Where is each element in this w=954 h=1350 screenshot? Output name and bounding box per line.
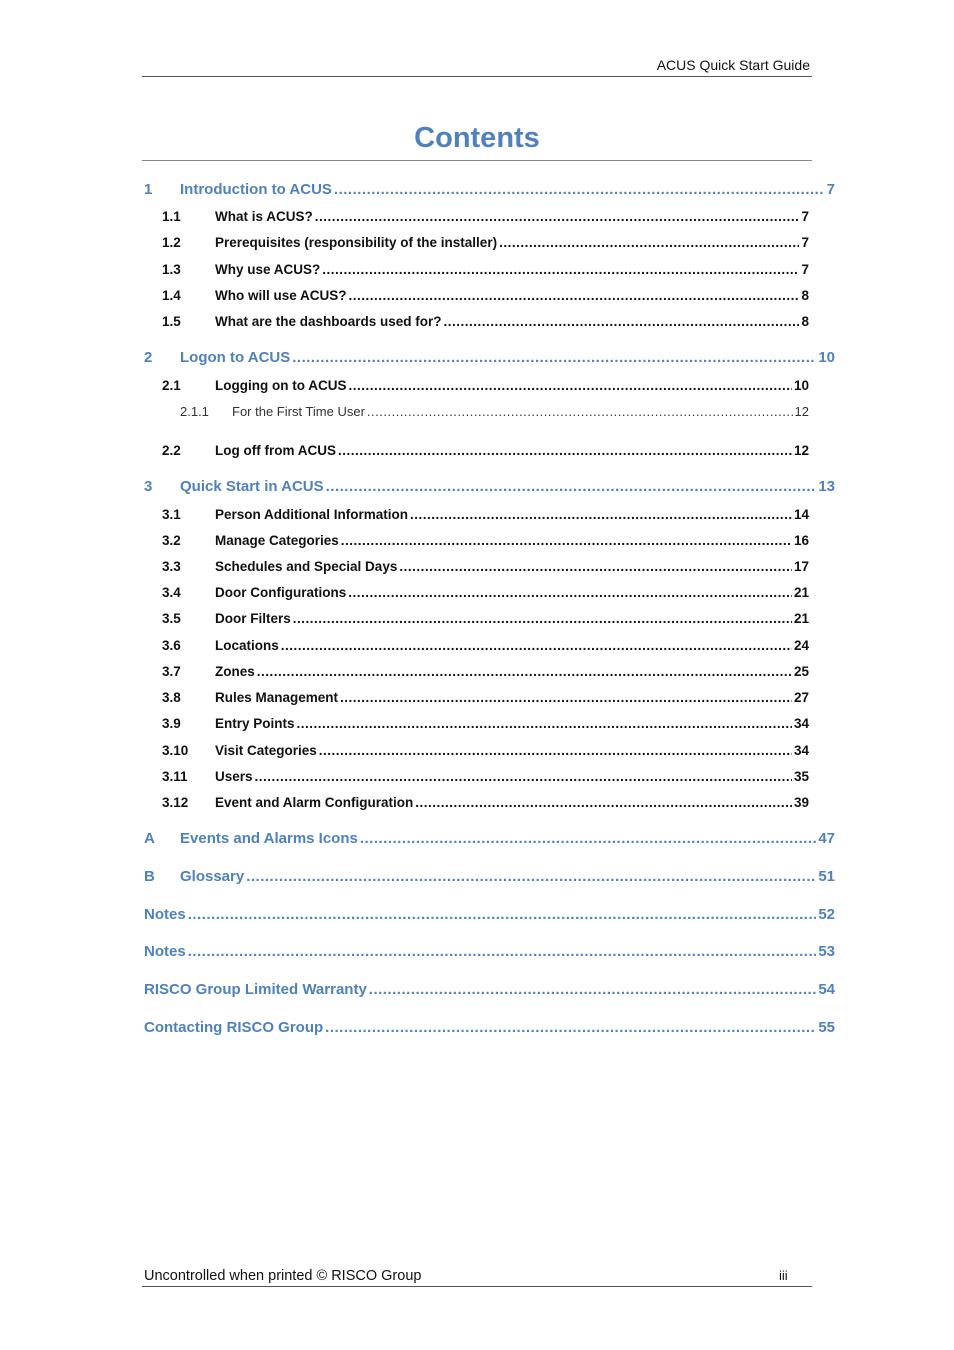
footer-text: Uncontrolled when printed © RISCO Group <box>144 1268 422 1284</box>
toc-number: 3.3 <box>162 559 181 574</box>
toc-number: 3.6 <box>162 638 181 653</box>
toc-number: 2.2 <box>162 443 181 458</box>
toc-leader <box>292 349 816 366</box>
toc-page: 24 <box>793 638 809 653</box>
page-title: Contents <box>414 122 540 154</box>
toc-title: Log off from ACUS <box>215 443 336 458</box>
toc-number: 3.11 <box>162 769 188 784</box>
toc-page: 55 <box>818 1019 835 1036</box>
toc-number: 1 <box>144 181 153 198</box>
toc-page: 7 <box>826 181 835 198</box>
toc-leader <box>348 378 792 393</box>
toc-title: Zones <box>215 664 255 679</box>
toc-entry[interactable] <box>162 507 809 522</box>
footer-rule <box>142 1286 812 1287</box>
toc-title: Events and Alarms Icons <box>180 830 358 847</box>
toc-title: Entry Points <box>215 716 295 731</box>
toc-title: Contacting RISCO Group <box>144 1019 324 1036</box>
toc-title: Person Additional Information <box>215 507 409 522</box>
toc-leader <box>281 638 792 653</box>
toc-entry[interactable] <box>144 478 835 495</box>
toc-title: What are the dashboards used for? <box>215 314 442 329</box>
toc-page: 51 <box>818 868 835 885</box>
toc-number: 3.5 <box>162 611 181 626</box>
toc-entry[interactable] <box>162 559 809 574</box>
toc-title: Logon to ACUS <box>180 349 291 366</box>
toc-page: 10 <box>818 349 835 366</box>
toc-page: 10 <box>793 378 809 393</box>
toc-entry[interactable] <box>162 638 809 653</box>
toc-page: 16 <box>793 533 809 548</box>
toc-title: Quick Start in ACUS <box>180 478 324 495</box>
running-header: ACUS Quick Start Guide <box>656 57 810 73</box>
toc-title: Door Configurations <box>215 585 347 600</box>
toc-leader <box>319 743 792 758</box>
toc-entry[interactable] <box>162 262 809 277</box>
toc-title: Introduction to ACUS <box>180 181 332 198</box>
toc-page: 39 <box>793 795 809 810</box>
toc-entry[interactable] <box>162 795 809 810</box>
toc-page: 8 <box>801 288 809 303</box>
toc-title: Visit Categories <box>215 743 317 758</box>
toc-number: B <box>144 868 155 885</box>
toc-entry[interactable] <box>162 769 809 784</box>
toc-number: 3.7 <box>162 664 181 679</box>
toc-page: 35 <box>793 769 809 784</box>
toc-leader <box>326 478 817 495</box>
toc-page: 14 <box>793 507 809 522</box>
toc-title: Logging on to ACUS <box>215 378 347 393</box>
toc-number: 3.4 <box>162 585 181 600</box>
toc-title: For the First Time User <box>232 404 365 419</box>
footer-page-number: iii <box>779 1268 788 1283</box>
toc-leader <box>338 443 792 458</box>
toc-title: Why use ACUS? <box>215 262 321 277</box>
toc-number: 1.5 <box>162 314 181 329</box>
toc-number: 1.2 <box>162 235 181 250</box>
toc-leader <box>188 943 817 960</box>
toc-number: 2 <box>144 349 153 366</box>
toc-number: 3 <box>144 478 153 495</box>
toc-leader <box>444 314 800 329</box>
toc-title: Rules Management <box>215 690 339 705</box>
toc-entry[interactable] <box>162 690 809 705</box>
toc-entry[interactable] <box>162 611 809 626</box>
toc-title: Locations <box>215 638 279 653</box>
toc-leader <box>257 664 792 679</box>
toc-title: Notes <box>144 943 186 960</box>
toc-page: 27 <box>793 690 809 705</box>
toc-number: 1.1 <box>162 209 181 224</box>
toc-page: 7 <box>801 235 809 250</box>
toc-page: 54 <box>818 981 835 998</box>
toc-entry[interactable] <box>144 349 835 366</box>
toc-page: 13 <box>818 478 835 495</box>
toc-number: 3.8 <box>162 690 181 705</box>
toc-page: 34 <box>793 716 809 731</box>
toc-leader <box>334 181 825 198</box>
toc-entry[interactable] <box>162 664 809 679</box>
toc-page: 12 <box>793 443 809 458</box>
toc-title: What is ACUS? <box>215 209 313 224</box>
toc-leader <box>188 906 817 923</box>
toc-page: 34 <box>793 743 809 758</box>
toc-page: 7 <box>801 262 809 277</box>
toc-entry[interactable] <box>144 906 835 923</box>
toc-page: 7 <box>801 209 809 224</box>
toc-leader <box>315 209 800 224</box>
toc-entry[interactable] <box>162 288 809 303</box>
toc-title: Users <box>215 769 253 784</box>
toc-entry[interactable] <box>144 981 835 998</box>
toc-leader <box>246 868 816 885</box>
toc-number: 3.10 <box>162 743 189 758</box>
toc-leader <box>325 1019 816 1036</box>
toc-leader <box>341 533 792 548</box>
toc-leader <box>348 585 792 600</box>
toc-entry[interactable] <box>162 209 809 224</box>
toc-title: Door Filters <box>215 611 291 626</box>
toc-page: 8 <box>801 314 809 329</box>
toc-title: RISCO Group Limited Warranty <box>144 981 367 998</box>
toc-leader <box>297 716 792 731</box>
toc-entry[interactable] <box>144 181 835 198</box>
toc-number: 3.12 <box>162 795 189 810</box>
toc-leader <box>349 288 800 303</box>
toc-leader <box>410 507 792 522</box>
toc-page: 17 <box>793 559 809 574</box>
toc-entry[interactable] <box>144 868 835 885</box>
toc-entry[interactable] <box>162 716 809 731</box>
toc-page: 53 <box>818 943 835 960</box>
toc-number: 1.4 <box>162 288 181 303</box>
toc-leader <box>360 830 816 847</box>
toc-entry[interactable] <box>162 378 809 393</box>
header-rule <box>142 76 812 77</box>
toc-title: Notes <box>144 906 186 923</box>
toc-number: 3.1 <box>162 507 181 522</box>
title-rule <box>142 160 812 161</box>
toc-page: 47 <box>818 830 835 847</box>
toc-entry[interactable] <box>162 743 809 758</box>
toc-leader <box>399 559 792 574</box>
toc-leader <box>322 262 799 277</box>
toc-title: Glossary <box>180 868 245 885</box>
toc-title: Schedules and Special Days <box>215 559 398 574</box>
toc-page: 21 <box>793 585 809 600</box>
toc-leader <box>340 690 792 705</box>
toc-entry[interactable] <box>144 1019 835 1036</box>
toc-title: Prerequisites (responsibility of the installer) <box>215 235 498 250</box>
toc-leader <box>293 611 792 626</box>
toc-entry[interactable] <box>162 585 809 600</box>
toc-number: 3.9 <box>162 716 181 731</box>
toc-entry[interactable] <box>144 943 835 960</box>
toc-leader <box>415 795 792 810</box>
toc-entry[interactable] <box>144 830 835 847</box>
toc-leader <box>367 404 793 419</box>
toc-page: 25 <box>793 664 809 679</box>
toc-leader <box>499 235 799 250</box>
toc-page: 21 <box>793 611 809 626</box>
toc-leader <box>369 981 817 998</box>
toc-title: Manage Categories <box>215 533 339 548</box>
toc-title: Who will use ACUS? <box>215 288 347 303</box>
toc-entry[interactable] <box>162 443 809 458</box>
toc-entry[interactable] <box>162 235 809 250</box>
toc-number: 1.3 <box>162 262 181 277</box>
toc-entry[interactable] <box>180 404 809 419</box>
toc-number: A <box>144 830 155 847</box>
toc-page: 52 <box>818 906 835 923</box>
toc-title: Event and Alarm Configuration <box>215 795 414 810</box>
toc-number: 2.1 <box>162 378 181 393</box>
toc-entry[interactable] <box>162 533 809 548</box>
toc-number: 3.2 <box>162 533 181 548</box>
toc-number: 2.1.1 <box>180 404 209 419</box>
toc-leader <box>255 769 792 784</box>
toc-entry[interactable] <box>162 314 809 329</box>
toc-page: 12 <box>794 404 809 419</box>
